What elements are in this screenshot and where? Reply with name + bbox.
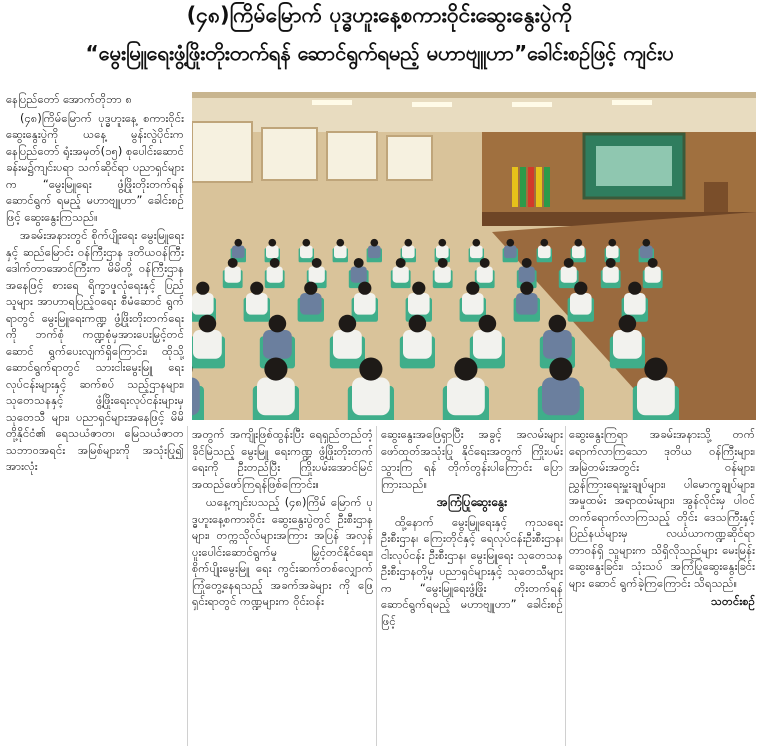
article-column-3 bbox=[381, 426, 563, 748]
article-column-2 bbox=[192, 426, 373, 748]
paragraph: အတွက် အကျိုးဖြစ်ထွန်းပြီး ရေရှည်တည်တံ့ခိုင်မြဲသည့် မွေးမြူ ရေးကဏ္ဍ ဖွံ့ဖြိုးတိုးတက်ရေးကို ဦးတည်ပြီး ကြိုးပမ်းအောင်မြင် အထည်ဖော်ကြရန်ဖြစ်ကြောင်း။ bbox=[192, 427, 373, 491]
column-divider bbox=[376, 426, 377, 746]
paragraph: ဆွေးနွေးအဖြေရှာပြီး အခွင့် အလမ်းများ ဖော်ထုတ်အသုံးပြု နိုင်ရေးအတွက် ကြိုးပမ်းသွားကြ ရန် တိုက်တွန်းပါကြောင်း ပြောကြားသည်။ bbox=[381, 427, 563, 491]
paragraph: ထို့နောက် မွေးမြူရေးနှင့် ကုသရေးဦးစီးဌာန၊ ကြေးတိုင်နှင့် ရေလုပ်ငန်းဦးစီးဌာန၊ ငါးလုပ်ငန်း ဦးစီးဌာန၊ မွေးမြူရေး သုတေသန ဦးစီးဌာနတို့မှ ပညာရှင်များနှင့် သုတေသီများက “မွေးမြူရေးဖွံ့ဖြိုး တိုးတက်ရန် ဆောင်ရွက်ရမည့် မဟာဗျူဟာ” ခေါင်းစဉ်ဖြင့် bbox=[381, 514, 563, 628]
column-divider bbox=[565, 426, 566, 746]
headline-line-1: (၄၈)ကြိမ်မြောက် ပုဒ္ဓဟူးနေ့စကားဝိုင်းဆွေးနွေးပွဲကို bbox=[186, 3, 573, 27]
paragraph: (၄၈)ကြိမ်မြောက် ပုဒ္ဓဟူးနေ့ စကားဝိုင်းဆွေးနွေးပွဲကို ယနေ့ မွန်းလွဲပိုင်းက နေပြည်တော် ရုံးအမှတ်(၁၅) စုပေါင်းဆောင် ခန်းမ၌ကျင်းပရာ သက်ဆိုင်ရာ ပညာရှင်များက “မွေးမြူရေး ဖွံ့ဖြိုးတိုးတက်ရန် ဆောင်ရွက် ရမည့် မဟာဗျူဟာ” ခေါင်းစဉ်ဖြင့် ဆွေးနွေးကြသည်။ bbox=[6, 110, 184, 224]
dateline: နေပြည်တော် အောက်တိုဘာ ၈ bbox=[6, 92, 132, 106]
article-column-1 bbox=[6, 91, 184, 747]
byline: သတင်းစဉ် bbox=[710, 594, 755, 608]
paragraph: အခမ်းအနားတွင် စိုက်ပျိုးရေး မွေးမြူရေးနှင့် ဆည်မြောင်း ဝန်ကြီးဌာန ဒုတိယဝန်ကြီး ဒေါက်တာအောင်ကြီးက မိမိတို့ ဝန်ကြီးဌာနအနေဖြင့် စားရေ ရိက္ခာဖူလုံရေးနှင့် ပြည်သူများ အာဟာရပြည့်ဝရေး စီမံဆောင် ရွက်ရာတွင် မွေးမြူရေးကဏ္ဍ ဖွံ့ဖြိုးတိုးတက်ရေးကို ဘက်စုံ ကဏ္ဍစုံမှအားပေးမြှင့်တင် ဆောင် ရွက်ပေးလျက်ရှိကြောင်း၊ ထိုသို့ ဆောင်ရွက်ရာတွင် သားငါးမွေးမြူ ရေးလုပ်ငန်းများနှင့် ဆက်စပ် သည့်ဌာနများ၊ သုတေသနနှင့် ဖွံ့ဖြိုးရေးလုပ်ငန်းများမှ သုတေသီ များ၊ ပညာရှင်များအနေဖြင့် မိမိတို့နိုင်ငံ၏ ရေသယံဇာတ၊ မြေသယံဇာတ သဘာဝအရင်း အမြစ်များကို အသုံးပြု၍ အားလုံး bbox=[6, 228, 184, 473]
column-divider bbox=[187, 426, 188, 746]
headline-line-2: “မွေးမြူရေးဖွံ့ဖြိုးတိုးတက်ရန် ဆောင်ရွက်ရမည့် မဟာဗျူဟာ”ခေါင်းစဉ်ဖြင့် ကျင်းပ bbox=[85, 41, 674, 65]
paragraph: ဆွေးနွေးကြရာ အခမ်းအနားသို့ တက်ရောက်လာကြသော ဒုတိယ ဝန်ကြီးများ၊ အမြဲတမ်းအတွင်း ဝန်များ၊ ညွှန်ကြားရေးမှူးချုပ်များ၊ ပါမောက္ခချုပ်များ၊ အမှုထမ်း အရာထမ်းများ၊ အွန်လိုင်းမှ ပါဝင် တက်ရောက်လာကြသည့် တိုင်း ဒေသကြီးနှင့် ပြည်နယ်များမှ လယ်ယာကဏ္ဍဆိုင်ရာ တာဝန်ရှိ သူများက သိရှိလိုသည်များ မေးမြန်းဆွေးနွေးခြင်း၊ သုံးသပ် အကြံပြုဆွေးနွေးခြင်းများ ဆောင် ရွက်ခဲ့ကြကြောင်း သိရသည်။ bbox=[569, 427, 755, 590]
article-column-4 bbox=[569, 426, 755, 748]
paragraph: ယနေ့ကျင်းပသည့် (၄၈)ကြိမ် မြောက် ပုဒ္ဓဟူးနေ့စကားဝိုင်း ဆွေးနွေးပွဲတွင် ဦးစီးဌာနများ၊ တက္ကသိုလ်များအကြား အပြန် အလှန် ပူးပေါင်းဆောင်ရွက်မှု မြှင့်တင်နိုင်ရေး၊ စိုက်ပျိုးမွေးမြူ ရေး ကွင်းဆက်တစ်လျှောက် ကြုံတွေ့နေရသည့် အခက်အခဲများ ကို ဖြေရှင်းရာတွင် ကဏ္ဍများက ဝိုင်းဝန်း bbox=[192, 495, 373, 608]
subheading: အကြံပြုဆွေးနွေး bbox=[436, 495, 508, 509]
conference-hall-photo bbox=[192, 92, 756, 420]
